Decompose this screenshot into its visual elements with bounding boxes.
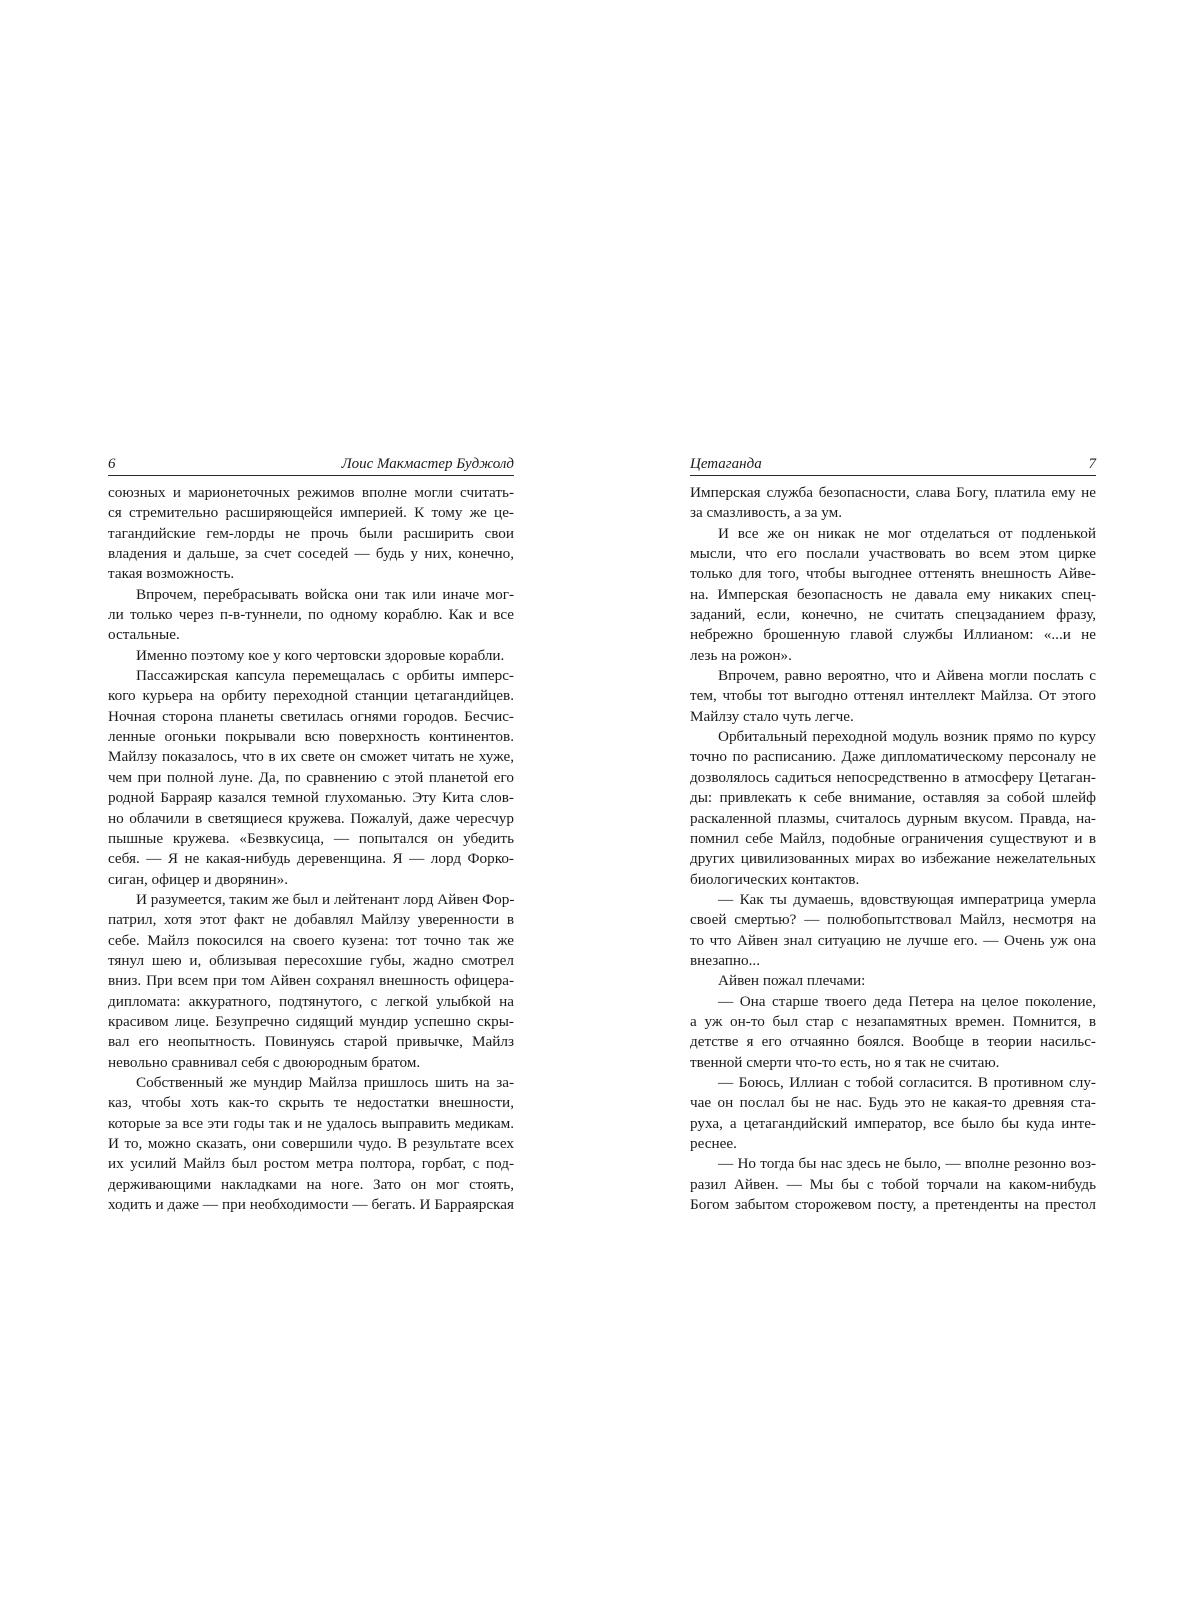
running-head-title: Лоис Макмастер Буджолд <box>341 456 514 472</box>
text-line: Богом забытом сторожевом посту, а претенденты на престол <box>690 1196 1096 1214</box>
text-line: но облачили в светящиеся кружева. Пожалуй, даже чересчур <box>108 809 514 827</box>
text-line: ся стремительно расширяющейся империей. К тому же це- <box>108 504 514 522</box>
text-line: Именно поэтому кое у кого чертовски здоровые корабли. <box>136 646 505 664</box>
text-line: ли только через п-в-туннели, по одному кораблю. Как и все <box>108 606 514 624</box>
text-line: Пассажирская капсула перемещалась с орбиты имперс- <box>136 667 514 685</box>
text-line: красивом лице. Безупречно сидящий мундир успешно скры- <box>108 1012 514 1030</box>
text-line: точно по расписанию. Даже дипломатическому персоналу не <box>690 748 1096 766</box>
text-line: помнил себе Майлз, подобные ограничения существуют и в <box>690 829 1096 847</box>
text-line: — Она старше твоего деда Петера на целое поколение, <box>718 992 1096 1010</box>
page-number: 7 <box>1088 456 1096 472</box>
text-line: себя. — Я не какая-нибудь деревенщина. Я — лорд Форко- <box>108 850 514 868</box>
running-head <box>108 455 514 476</box>
text-line: — Но тогда бы нас здесь не было, — вполне резонно воз- <box>718 1155 1096 1173</box>
text-line: патрил, хотя этот факт не добавлял Майлзу уверенности в <box>108 911 514 929</box>
text-line: Орбитальный переходной модуль возник прямо по курсу <box>718 728 1096 746</box>
text-line: каз, чтобы хоть как-то скрыть те недостатки внешности, <box>108 1094 514 1112</box>
text-line: И все же он никак не мог отделаться от подленькой <box>718 524 1096 542</box>
text-line: Майлзу стало чуть легче. <box>690 707 854 725</box>
text-line: — Боюсь, Иллиан с тобой согласится. В противном слу- <box>718 1073 1096 1091</box>
text-line: раскаленной плазмы, считалось дурным вкусом. Правда, на- <box>690 809 1096 827</box>
page-body-text <box>108 483 514 1215</box>
text-line: невольно сравнивал себя с двоюродным братом. <box>108 1053 421 1071</box>
text-line: твенной смерти что-то есть, но я так не считаю. <box>690 1053 1000 1071</box>
text-line: чем при полной луне. Да, по сравнению с этой планетой его <box>108 768 514 786</box>
text-line: Айвен пожал плечами: <box>718 972 866 990</box>
text-line: разил Айвен. — Мы бы с тобой торчали на каком-нибудь <box>690 1175 1096 1193</box>
text-line: И то, можно сказать, они совершили чудо. В результате всех <box>108 1135 514 1152</box>
text-line: заданий, если, конечно, не считать спецзаданием фразу, <box>690 606 1096 624</box>
text-line: Майлзу показалось, что в их свете он сможет читать не хуже, <box>108 748 514 766</box>
text-line: ленные огоньки покрывали всю поверхность континентов. <box>108 728 514 746</box>
text-line: сиган, офицер и дворянин». <box>108 870 289 888</box>
text-line: а уж он-то был стар с незапамятных времен. Помнится, в <box>690 1012 1096 1030</box>
text-line: владения и дальше, за счет соседей — будь у них, конечно, <box>108 545 514 563</box>
left-page <box>108 455 514 1215</box>
text-line: Впрочем, равно вероятно, что и Айвена могли послать с <box>718 667 1096 685</box>
text-line: реснее. <box>690 1135 737 1152</box>
page-body-text <box>690 483 1096 1215</box>
text-line: внезапно... <box>690 951 761 969</box>
text-line: других цивилизованных мирах во избежание нежелательных <box>690 850 1096 868</box>
text-line: Ночная сторона планеты светилась огнями городов. Бесчис- <box>108 707 514 725</box>
running-head-title: Цетаганда <box>690 456 762 472</box>
text-line: остальные. <box>108 626 180 644</box>
text-line: ды: привлекать к себе внимание, оставляя за собой шлейф <box>690 789 1096 807</box>
text-line: союзных и марионеточных режимов вполне могли считать- <box>108 484 514 501</box>
text-line: такая возможность. <box>108 565 235 583</box>
text-line: которые за все эти годы так и не удалось выправить медикам. <box>108 1114 514 1132</box>
text-line: чае он послал бы не нас. Будь это не какая-то древняя ста- <box>690 1094 1096 1112</box>
text-line: небрежно брошенную главой службы Иллианом: «...и не <box>690 626 1096 644</box>
text-line: себе. Майлз покосился на своего кузена: тот точно так же <box>108 931 514 949</box>
text-line: только для того, чтобы выгоднее оттенять внешность Айве- <box>690 565 1096 583</box>
text-line: тем, чтобы тот выгодно оттенял интеллект Майлза. От этого <box>690 687 1096 705</box>
text-line: ходить и даже — при необходимости — бегать. И Барраярская <box>108 1196 514 1214</box>
text-line: кого курьера на орбиту переходной станции цетагандийцев. <box>108 687 514 705</box>
text-line: дозволялось садиться непосредственно в атмосферу Цетаган- <box>690 768 1096 786</box>
text-line: биологических контактов. <box>690 870 860 888</box>
text-line: дипломата: аккуратного, подтянутого, с легкой улыбкой на <box>108 992 514 1010</box>
text-line: Имперская служба безопасности, слава Богу, платила ему не <box>690 484 1096 501</box>
text-line: на. Имперская безопасность не давала ему никаких спец- <box>690 585 1096 603</box>
text-line: лезь на рожон». <box>690 646 792 664</box>
text-line: вниз. При всем при том Айвен сохранял внешность офицера- <box>108 972 514 990</box>
text-line: их усилий Майлз был ростом метра полтора, горбат, с под- <box>108 1155 514 1173</box>
text-line: своей смертью? — полюбопытствовал Майлз, несмотря на <box>690 911 1096 929</box>
page-number: 6 <box>108 456 116 472</box>
text-line: за смазливость, а за ум. <box>690 504 843 522</box>
running-head <box>690 455 1096 476</box>
text-line: мысли, что его послали участвовать во всем этом цирке <box>690 545 1096 563</box>
text-line: Собственный же мундир Майлза пришлось шить на за- <box>136 1073 514 1091</box>
text-line: вал его неопытность. Повинуясь старой привычке, Майлз <box>108 1033 514 1051</box>
text-line: тагандийские гем-лорды не прочь были расширить свои <box>108 524 514 542</box>
right-page <box>690 455 1096 1215</box>
text-line: — Как ты думаешь, вдовствующая императрица умерла <box>718 890 1096 908</box>
text-line: родной Барраяр казался темной глухоманью. Эту Кита слов- <box>108 789 514 807</box>
text-line: тянул шею и, облизывая пересохшие губы, жадно смотрел <box>108 951 514 969</box>
text-line: держивающими накладками на ноге. Зато он мог стоять, <box>108 1175 514 1193</box>
text-line: то что Айвен знал ситуацию не лучше его. — Очень уж она <box>690 931 1096 949</box>
text-line: руха, а цетагандийский император, все было бы куда инте- <box>690 1114 1096 1132</box>
text-line: И разумеется, таким же был и лейтенант лорд Айвен Фор- <box>136 890 514 908</box>
text-line: детстве я его отчаянно боялся. Вообще в теории насильс- <box>690 1033 1096 1051</box>
text-line: Впрочем, перебрасывать войска они так или иначе мог- <box>136 585 514 603</box>
text-line: пышные кружева. «Безвкусица, — попытался он убедить <box>108 829 514 847</box>
